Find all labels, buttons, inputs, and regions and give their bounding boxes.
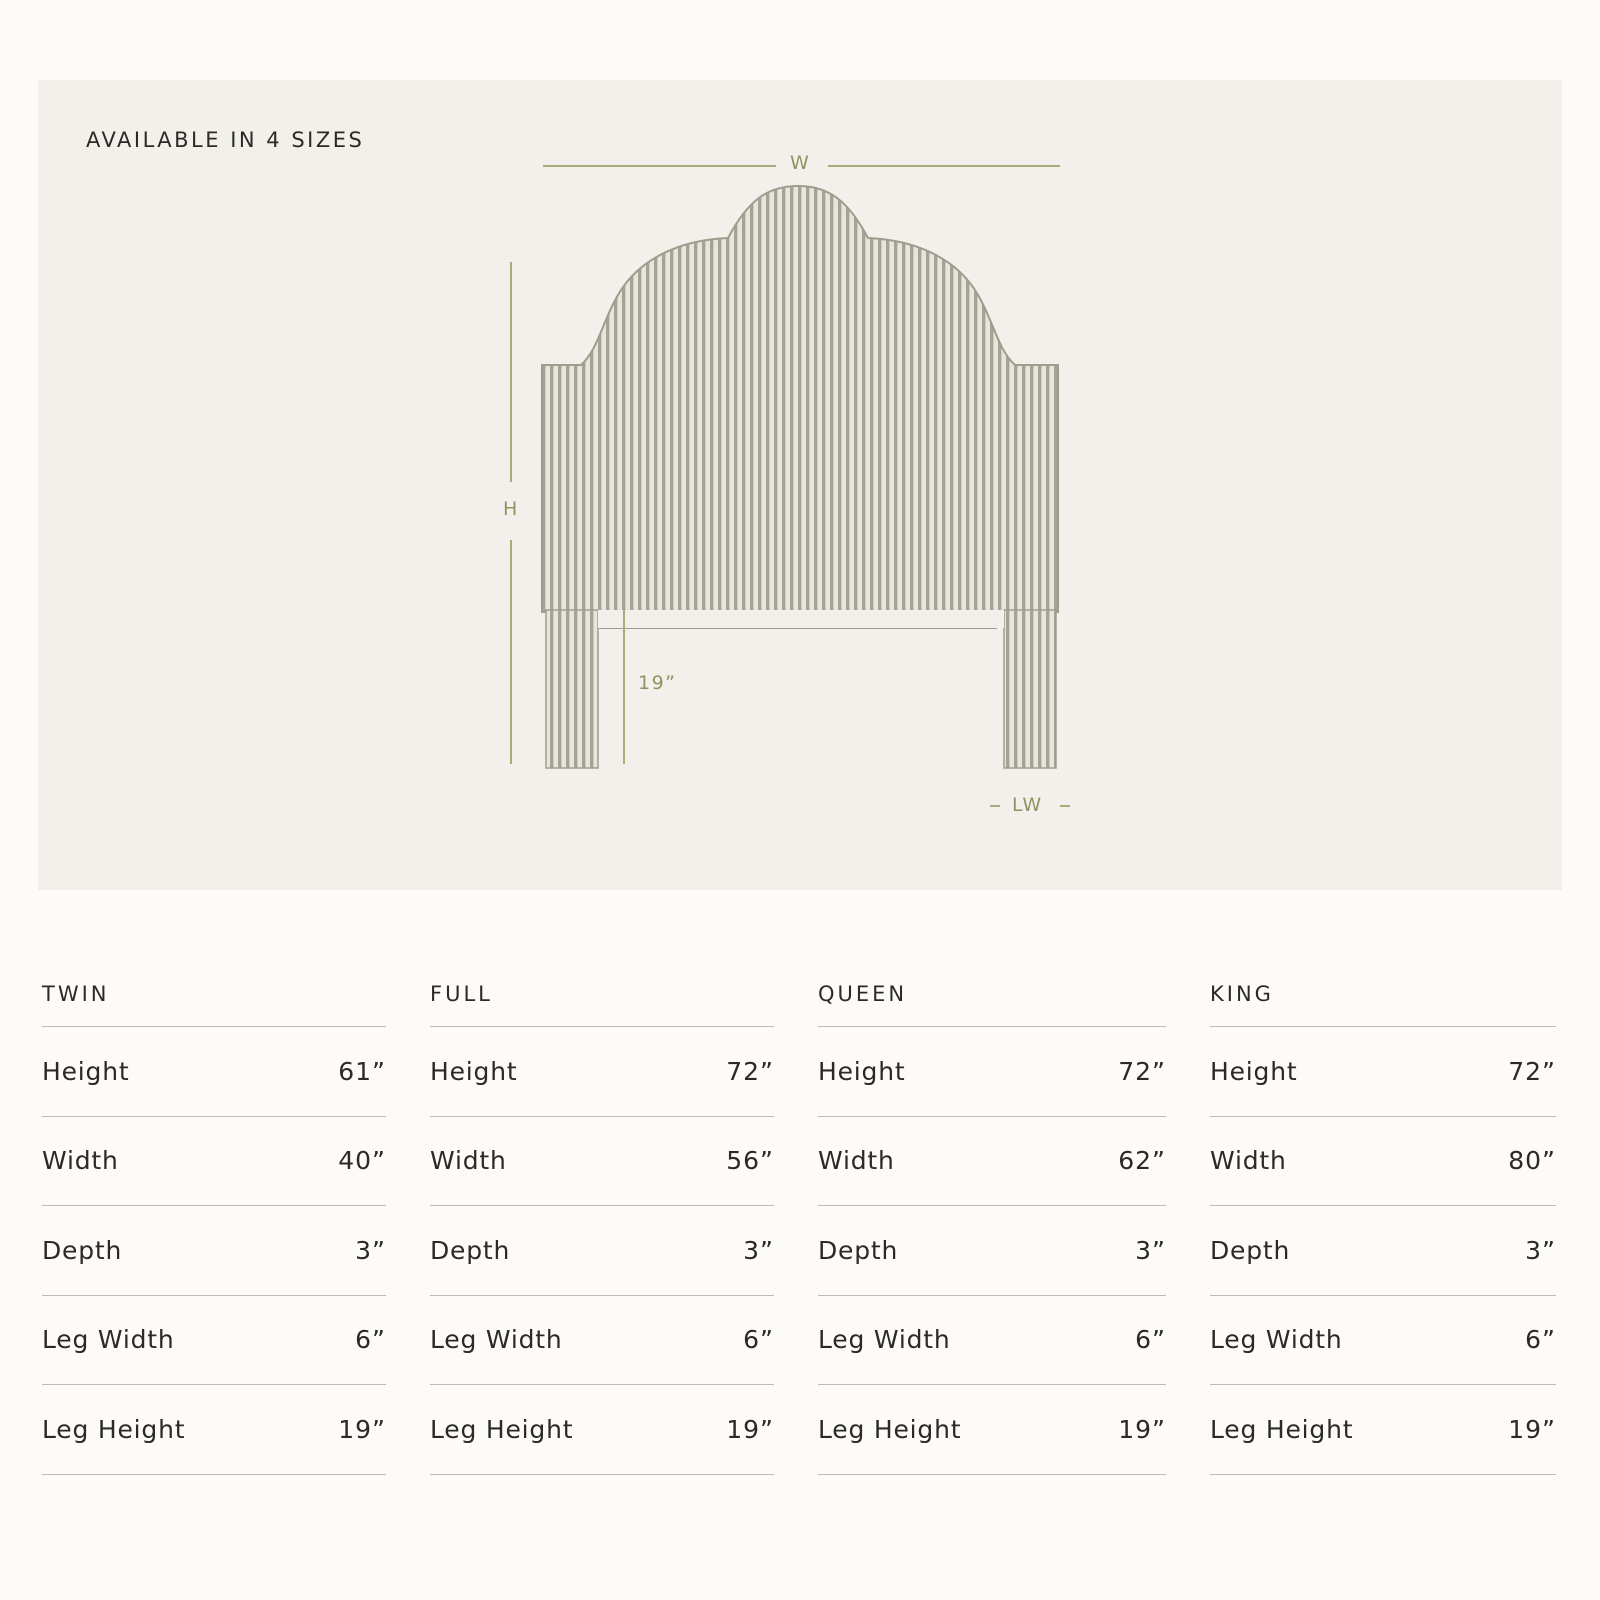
size-column-full <box>430 962 774 1475</box>
size-title: TWIN <box>42 962 386 1027</box>
spec-value: 6” <box>1525 1325 1556 1355</box>
spec-row-depth <box>818 1206 1166 1296</box>
right-leg <box>1004 610 1056 768</box>
spec-row-height <box>430 1027 774 1117</box>
spec-row-leg-width <box>1210 1296 1556 1386</box>
spec-row-depth <box>1210 1206 1556 1296</box>
spec-value: 72” <box>1508 1056 1556 1086</box>
spec-row-width <box>818 1117 1166 1207</box>
spec-row-leg-height <box>1210 1385 1556 1475</box>
leg-height-label: 19” <box>638 672 677 694</box>
leg-width-label: LW <box>1012 794 1043 816</box>
size-column-twin <box>42 962 386 1475</box>
spec-label: Height <box>818 1056 906 1086</box>
spec-row-height <box>818 1027 1166 1117</box>
spec-label: Leg Width <box>430 1325 563 1355</box>
spec-value: 6” <box>743 1325 774 1355</box>
spec-value: 6” <box>1135 1325 1166 1355</box>
spec-row-leg-width <box>430 1296 774 1386</box>
spec-row-depth <box>430 1206 774 1296</box>
headboard-shape <box>542 186 1058 628</box>
spec-label: Leg Width <box>1210 1325 1343 1355</box>
spec-value: 19” <box>726 1414 774 1444</box>
spec-value: 19” <box>1508 1414 1556 1444</box>
spec-label: Width <box>42 1146 119 1176</box>
size-column-king <box>1210 962 1556 1475</box>
spec-label: Depth <box>1210 1235 1291 1265</box>
spec-label: Leg Width <box>818 1325 951 1355</box>
spec-row-leg-height <box>818 1385 1166 1475</box>
spec-label: Leg Height <box>430 1414 574 1444</box>
spec-value: 3” <box>1135 1235 1166 1265</box>
headboard-diagram <box>38 80 1562 890</box>
spec-label: Leg Height <box>1210 1414 1354 1444</box>
spec-label: Leg Width <box>42 1325 175 1355</box>
spec-row-depth <box>42 1206 386 1296</box>
spec-label: Width <box>430 1146 507 1176</box>
spec-value: 19” <box>1118 1414 1166 1444</box>
spec-label: Height <box>430 1056 518 1086</box>
height-label: H <box>503 498 519 520</box>
size-title: FULL <box>430 962 774 1027</box>
spec-label: Depth <box>430 1235 511 1265</box>
spec-row-height <box>42 1027 386 1117</box>
spec-value: 72” <box>1118 1056 1166 1086</box>
spec-label: Width <box>818 1146 895 1176</box>
spec-label: Depth <box>42 1235 123 1265</box>
spec-label: Height <box>1210 1056 1298 1086</box>
spec-row-width <box>430 1117 774 1207</box>
spec-value: 80” <box>1508 1146 1556 1176</box>
left-leg <box>546 610 598 768</box>
size-title: KING <box>1210 962 1556 1027</box>
size-column-queen <box>818 962 1166 1475</box>
spec-row-leg-height <box>430 1385 774 1475</box>
spec-value: 19” <box>338 1414 386 1444</box>
spec-value: 3” <box>1525 1235 1556 1265</box>
spec-row-leg-width <box>42 1296 386 1386</box>
size-title: QUEEN <box>818 962 1166 1027</box>
spec-label: Height <box>42 1056 130 1086</box>
spec-label: Leg Height <box>42 1414 186 1444</box>
spec-row-height <box>1210 1027 1556 1117</box>
spec-value: 40” <box>338 1146 386 1176</box>
width-label: W <box>790 152 811 174</box>
spec-value: 56” <box>726 1146 774 1176</box>
sizes-heading: AVAILABLE IN 4 SIZES <box>86 128 365 152</box>
spec-value: 3” <box>743 1235 774 1265</box>
spec-row-leg-width <box>818 1296 1166 1386</box>
spec-value: 61” <box>338 1056 386 1086</box>
spec-value: 62” <box>1118 1146 1166 1176</box>
spec-label: Depth <box>818 1235 899 1265</box>
spec-row-width <box>42 1117 386 1207</box>
spec-label: Width <box>1210 1146 1287 1176</box>
spec-value: 3” <box>355 1235 386 1265</box>
diagram-panel <box>38 80 1562 890</box>
spec-label: Leg Height <box>818 1414 962 1444</box>
spec-value: 6” <box>355 1325 386 1355</box>
spec-row-width <box>1210 1117 1556 1207</box>
spec-row-leg-height <box>42 1385 386 1475</box>
spec-value: 72” <box>726 1056 774 1086</box>
